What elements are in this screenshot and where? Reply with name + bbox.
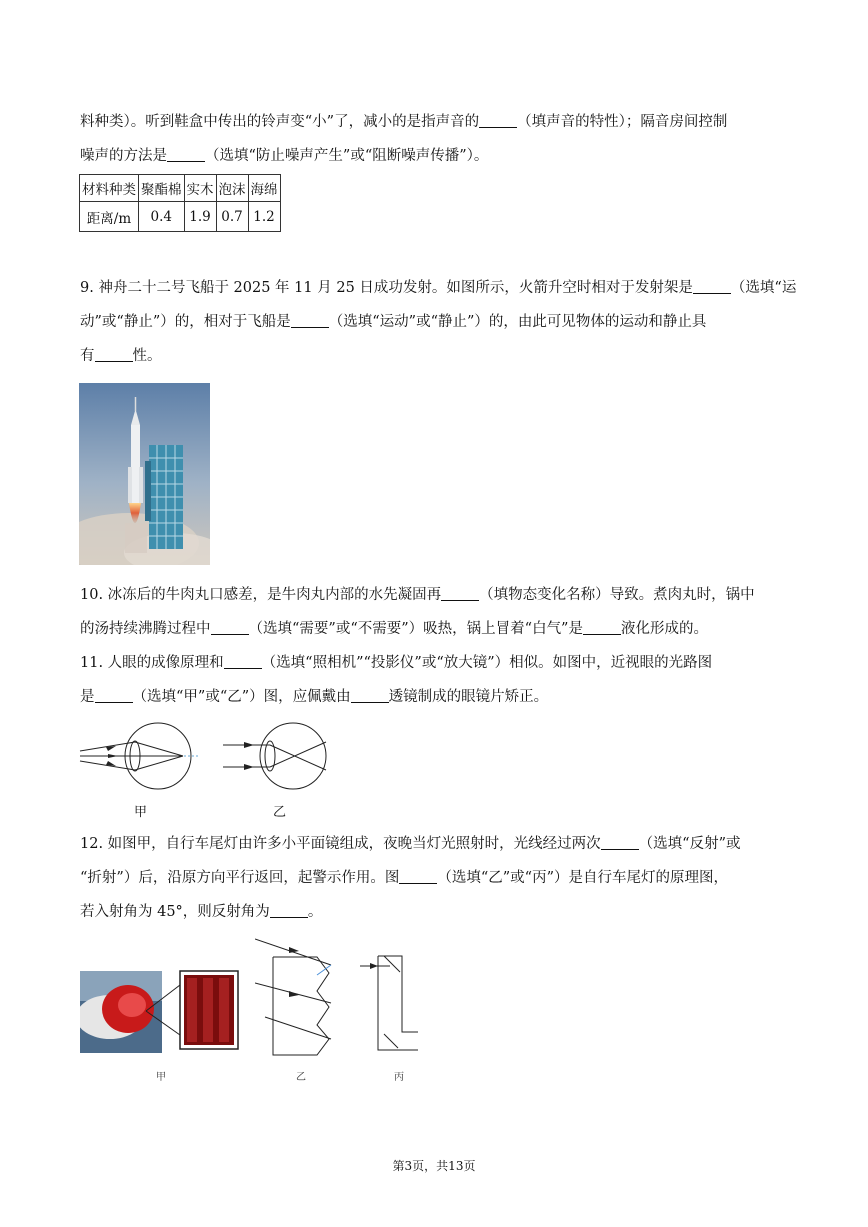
q11-line-1 — [80, 653, 712, 673]
figure-label-jia: 甲 — [156, 1072, 166, 1083]
eye-diagrams — [78, 718, 338, 798]
q11-line-2 — [80, 687, 548, 707]
figure-label-yi: 乙 — [296, 1072, 306, 1083]
q11-text: 透镜制成的眼镜片矫正。 — [388, 689, 549, 705]
q9-line-3 — [80, 346, 162, 366]
answer-blank[interactable] — [479, 113, 517, 128]
table-cell: 0.7 — [216, 202, 248, 232]
answer-blank[interactable] — [224, 654, 262, 669]
table-header-row — [80, 175, 281, 202]
answer-blank[interactable] — [291, 313, 329, 328]
q12-text: 若入射角为 45°，则反射角为 — [80, 904, 270, 920]
q12-text: “折射”）后，沿原方向平行返回，起警示作用。图 — [80, 870, 400, 886]
table-cell: 1.9 — [184, 202, 216, 232]
q9-line-1 — [80, 278, 796, 298]
table-cell: 1.2 — [248, 202, 280, 232]
q9-text: 性。 — [132, 348, 162, 364]
answer-blank[interactable] — [211, 620, 249, 635]
table-cell: 0.4 — [139, 202, 185, 232]
eye-diagram-yi — [223, 723, 326, 789]
figure-label-bing: 丙 — [394, 1072, 404, 1083]
q11-text: （选填“甲”或“乙”）图，应佩戴由 — [132, 689, 351, 705]
q10-text: 10. 冰冻后的牛肉丸口感差，是牛肉丸内部的水先凝固再 — [80, 587, 442, 603]
eye-diagram-jia — [80, 723, 198, 789]
q9-text: 有 — [80, 348, 95, 364]
answer-blank[interactable] — [583, 620, 621, 635]
rocket-launch-photo — [79, 383, 210, 565]
q10-text: 的汤持续沸腾过程中 — [80, 621, 211, 637]
table-header-cell: 海绵 — [248, 175, 280, 202]
q10-text: （填物态变化名称）导致。煮肉丸时，锅中 — [479, 587, 755, 603]
q12-line-1 — [80, 834, 741, 854]
answer-blank[interactable] — [95, 688, 133, 703]
q8-line-2 — [80, 146, 488, 166]
answer-blank[interactable] — [270, 903, 308, 918]
q9-text: 动”或“静止”）的，相对于飞船是 — [80, 314, 291, 330]
rocket-launch-image — [79, 383, 210, 565]
q9-text: 9. 神舟二十二号飞船于 2025 年 11 月 25 日成功发射。如图所示，火箭升空时相对于发射架是 — [80, 280, 693, 296]
q10-line-2 — [80, 619, 708, 639]
q10-text: 液化形成的。 — [620, 621, 708, 637]
table-row-label: 距离/m — [80, 202, 139, 232]
q8-line-1 — [80, 112, 727, 132]
q9-text: （选填“运动”或“静止”）的，由此可见物体的运动和静止具 — [328, 314, 707, 330]
q9-text: （选填“运 — [730, 280, 797, 296]
answer-blank[interactable] — [399, 869, 437, 884]
q12-text: （选填“乙”或“丙”）是自行车尾灯的原理图， — [437, 870, 728, 886]
q12-text: 12. 如图甲，自行车尾灯由许多小平面镜组成，夜晚当灯光照射时，光线经过两次 — [80, 836, 601, 852]
q11-text: 11. 人眼的成像原理和 — [80, 655, 224, 671]
q10-line-1 — [80, 585, 755, 605]
answer-blank[interactable] — [167, 147, 205, 162]
table-header-cell: 聚酯棉 — [139, 175, 185, 202]
q8-text: 噪声的方法是 — [80, 148, 167, 164]
q12-text: 。 — [307, 904, 323, 920]
answer-blank[interactable] — [693, 279, 731, 294]
q12-text: （选填“反射”或 — [638, 836, 741, 852]
q9-line-2 — [80, 312, 706, 332]
q11-text: （选填“照相机”“投影仪”或“放大镜”）相似。如图中，近视眼的光路图 — [261, 655, 713, 671]
q12-line-3 — [80, 902, 322, 922]
material-table — [79, 174, 281, 232]
table-header-cell: 实木 — [184, 175, 216, 202]
answer-blank[interactable] — [441, 586, 479, 601]
bicycle-taillight-photo — [80, 965, 250, 1055]
q11-text: 是 — [80, 689, 95, 705]
q8-text: （填声音的特性）；隔音房间控制 — [517, 114, 728, 130]
answer-blank[interactable] — [351, 688, 389, 703]
page-footer: 第3页，共13页 — [392, 1159, 476, 1173]
reflector-diagram-bing — [360, 950, 420, 1062]
table-header-cell: 材料种类 — [80, 175, 139, 202]
q12-line-2 — [80, 868, 728, 888]
table-row — [80, 202, 281, 232]
figure-label-yi: 乙 — [273, 805, 287, 820]
figure-label-jia: 甲 — [134, 805, 148, 820]
answer-blank[interactable] — [601, 835, 639, 850]
q8-text: （选填“防止噪声产生”或“阻断噪声传播”）。 — [205, 148, 489, 164]
q10-text: （选填“需要”或“不需要”）吸热，锅上冒着“白气”是 — [248, 621, 583, 637]
answer-blank[interactable] — [95, 347, 133, 362]
reflector-diagram-yi — [255, 935, 345, 1067]
table-header-cell: 泡沫 — [216, 175, 248, 202]
q8-text: 料种类）。听到鞋盒中传出的铃声变“小”了，减小的是指声音的 — [80, 114, 480, 130]
